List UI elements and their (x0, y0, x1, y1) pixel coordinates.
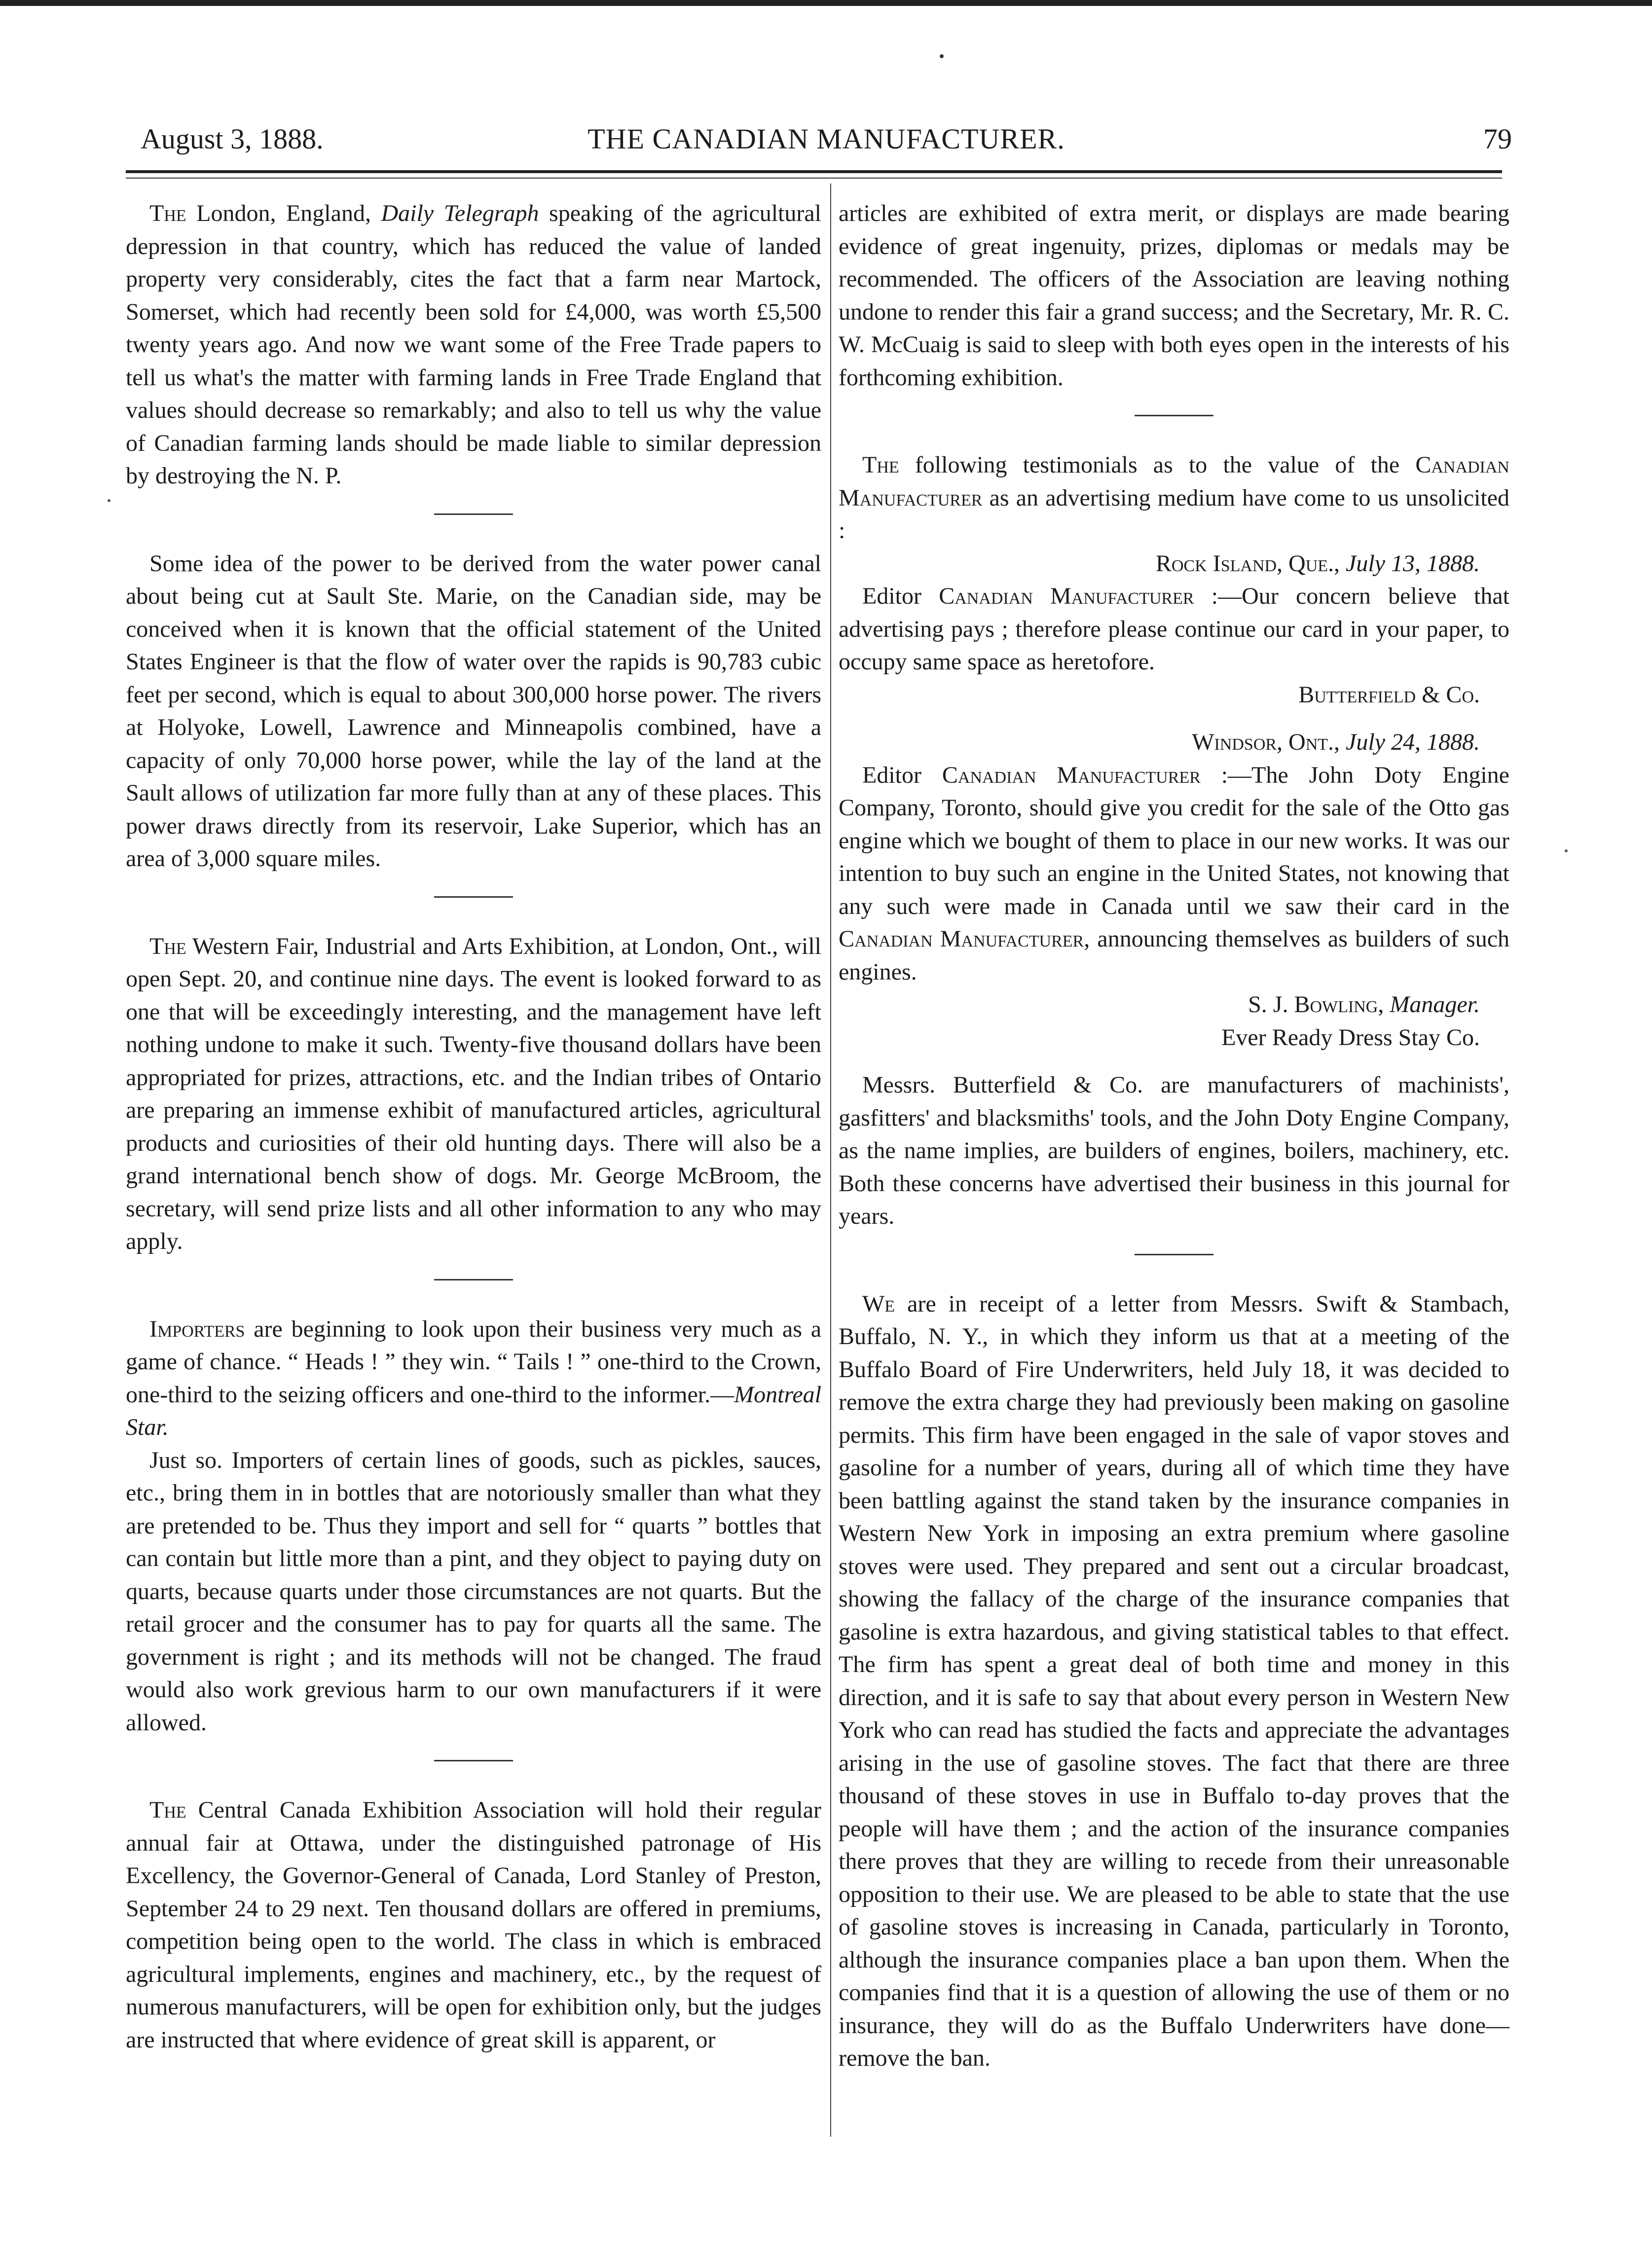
column-divider (830, 183, 831, 2137)
section-separator (434, 896, 513, 898)
newspaper-name: Canadian Manufacturer (839, 452, 1509, 511)
section-separator (1135, 1254, 1213, 1255)
print-speck (1565, 849, 1568, 852)
letter-signature: Butterfield & Co. (1298, 681, 1480, 708)
page-number: 79 (1483, 123, 1512, 155)
letter-company: Ever Ready Dress Stay Co. (1221, 1024, 1480, 1051)
right-column (839, 197, 1509, 2075)
article-just-so: Just so. Importers of certain lines of goods, such as pickles, sauces, etc., bring them in in bottles that are notoriously smaller than what they are pretended to be. Thus they import and sell for “ quarts ” bottles that can contain but little more than a pint, and they object to paying duty on quarts, because quarts under those circumstances are not quarts. But the retail grocer and the consumer has to pay for quarts all the same. The government is right ; and its methods will not be changed. The fraud would also work grevious harm to our own manufacturers if it were allowed. (126, 1447, 821, 1736)
section-separator (1135, 415, 1213, 416)
article-gasoline-stoves: We are in receipt of a letter from Messrs. Swift & Stambach, Buffalo, N. Y., in which they inform us that at a meeting of the Buffalo Board of Fire Underwriters, held July 18, it was decided to remove the extra charge they had previously been making on gasoline permits. This firm have been engaged in the sale of vapor stoves and gasoline for a number of years, during all of which time they have been battling against the stand taken by the insurance companies in Western New York in imposing an extra premium where gasoline stoves were used. They prepared and sent out a circular broadcast, showing the fallacy of the charge of the insurance companies that gasoline is extra hazardous, and giving statistical tables to that effect. The firm has spent a great deal of both time and money in this direction, and it is safe to say that about every person in Western New York who can read has studied the facts and appreciate the advantages arising in the use of gasoline stoves. The fact that there are three thousand of these stoves in use in Buffalo to-day proves that the people will have them ; and the action of the insurance companies there proves that they are willing to recede from their unreasonable opposition to their use. We are pleased to be able to state that the use of gasoline stoves is increasing in Canada, particularly in Toronto, although the insurance companies place a ban upon them. When the companies find that it is a question of allowing the use of them or no insurance, they will do as the Buffalo Underwriters have done—remove the ban. (839, 1290, 1509, 2071)
letter-dateline: Rock Island, Que., July 13, 1888. (1155, 550, 1480, 577)
letter-dateline: Windsor, Ont., July 24, 1888. (1192, 729, 1480, 755)
section-separator (434, 513, 513, 515)
lead-word: We (862, 1290, 895, 1317)
article-central-canada: The Central Canada Exhibition Association will hold their regular annual fair at Ottawa, under the distinguished patronage of His Excellency, the Governor-General of Canada, Lord Stanley of Preston, September 24 to 29 next. Ten thousand dollars are offered in premiums, competition being open to the world. The class in which is embraced agricultural implements, engines and machinery, etc., by the request of numerous manufacturers, will be open for exhibition only, but the judges are instructed that where evidence of great skill is apparent, or (126, 1797, 821, 2053)
testimonials-intro: The following testimonials as to the value of the Canadian Manufacturer as an advertising medium have come to us unsolicited : (839, 452, 1509, 544)
article-advertisers: Messrs. Butterfield & Co. are manufacturers of machinists', gasfitters' and blacksmiths' tools, and the John Doty Engine Company, as the name implies, are builders of engines, boilers, machinery, etc. Both these concerns have advertised their business in this journal for years. (839, 1072, 1509, 1229)
article-telegraph: The London, England, Daily Telegraph speaking of the agricultural depression in that country, which has reduced the value of landed property very considerably, cites the fact that a farm near Martock, Somerset, which had recently been sold for £4,000, was worth £5,500 twenty years ago. And now we want some of the Free Trade papers to tell us what's the matter with farming lands in Free Trade England that values should decrease so remarkably; and also to tell us why the value of Canadian farming lands should be made liable to similar depression by destroying the N. P. (126, 200, 821, 489)
lead-word: The (149, 933, 186, 959)
running-header (141, 122, 1512, 167)
header-rule (126, 170, 1502, 173)
newspaper-name: Daily Telegraph (381, 200, 539, 226)
letter-signature: S. J. Bowling, Manager. (1248, 991, 1480, 1018)
section-separator (434, 1760, 513, 1761)
lead-word: The (862, 452, 899, 478)
issue-date: August 3, 1888. (141, 123, 324, 155)
article-western-fair: The Western Fair, Industrial and Arts Exhibition, at London, Ont., will open Sept. 20, and continue nine days. The event is looked forward to as one that will be exceedingly interesting, and the management have left nothing undone to make it such. Twenty-five thousand dollars have been appropriated for prizes, attractions, etc. and the Indian tribes of Ontario are preparing an immense exhibit of manufactured articles, agricultural products and curiosities of their old hunting days. There will also be a grand international bench show of dogs. Mr. George McBroom, the secretary, will send prize lists and all other information to any who may apply. (126, 933, 821, 1254)
letter-body: Editor Canadian Manufacturer :—The John Doty Engine Company, Toronto, should give you credit for the sale of the Otto gas engine which we bought of them to place in our new works. It was our intention to buy such an engine in the United States, not knowing that any such were made in Canada until we saw their card in the Canadian Manufacturer, announcing themselves as builders of such engines. (839, 762, 1509, 985)
page-top-edge (0, 0, 1652, 6)
left-column (126, 197, 821, 2056)
lead-word: Importers (149, 1315, 245, 1342)
lead-word: The (149, 1797, 186, 1823)
article-importers: Importers are beginning to look upon their business very much as a game of chance. “ Heads ! ” they win. “ Tails ! ” one-third to the Crown, one-third to the seizing officers and one-third to the informer.—Montreal Star. (126, 1315, 821, 1440)
header-rule-thin (126, 178, 1502, 179)
letter-body: Editor Canadian Manufacturer :—Our concern believe that advertising pays ; therefore please continue our card in your paper, to occupy same space as heretofore. (839, 583, 1509, 675)
publication-title: THE CANADIAN MANUFACTURER. (587, 123, 1065, 155)
quote-source: Montreal Star. (126, 1381, 821, 1440)
print-speck (108, 499, 110, 502)
section-separator (434, 1279, 513, 1280)
lead-word: The (149, 200, 186, 226)
print-speck (940, 54, 944, 58)
article-central-canada-continued: articles are exhibited of extra merit, or displays are made bearing evidence of great ingenuity, prizes, diplomas or medals may be recommended. The officers of the Association are leaving nothing undone to render this fair a grand success; and the Secretary, Mr. R. C. W. McCuaig is said to sleep with both eyes open in the interests of his forthcoming exhibition. (839, 200, 1509, 391)
article-sault-power: Some idea of the power to be derived from the water power canal about being cut at Sault Ste. Marie, on the Canadian side, may be conceived when it is known that the official statement of the United States Engineer is that the flow of water over the rapids is 90,783 cubic feet per second, which is equal to about 300,000 horse power. The rivers at Holyoke, Lowell, Lawrence and Minneapolis combined, have a capacity of only 70,000 horse power, while the lay of the land at the Sault allows of utilization far more fully than at any of these places. This power draws directly from its reservoir, Lake Superior, which has an area of 3,000 square miles. (126, 550, 821, 872)
